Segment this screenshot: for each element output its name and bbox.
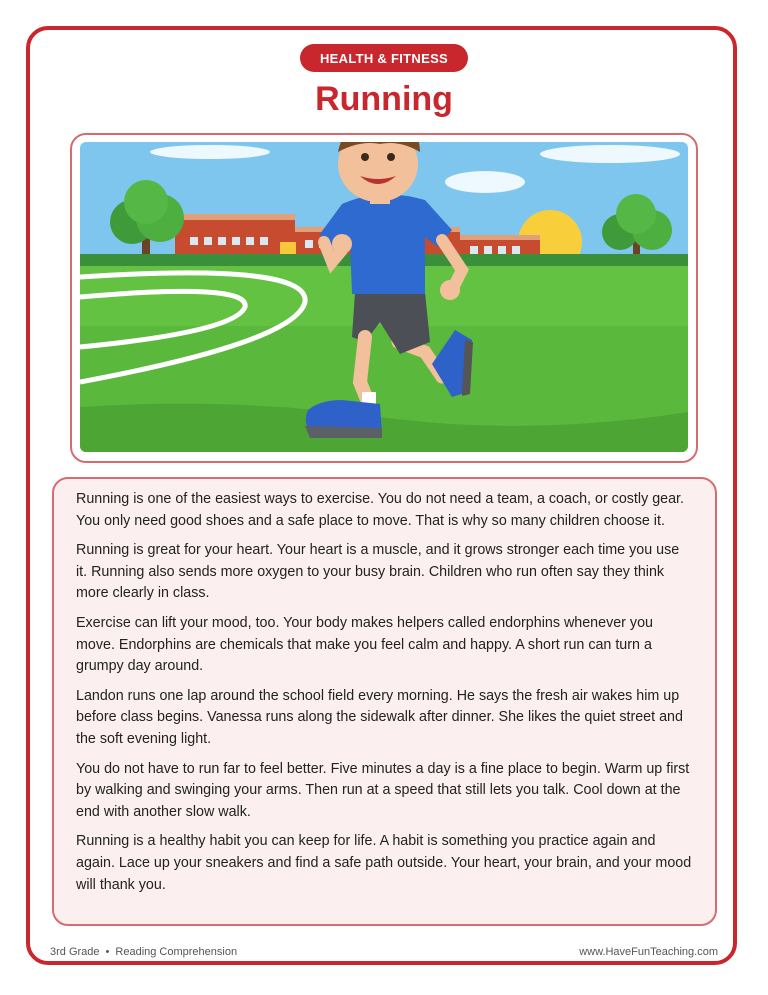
- article-paragraph: Running is great for your heart. Your heart is a muscle, and it grows stronger each time you use it. Running also sends more oxygen to your busy brain. Children who run often say they think more clearly in class.: [76, 542, 680, 602]
- footer-grade-subject: [50, 946, 237, 958]
- page-title: Running: [315, 80, 453, 118]
- article-paragraph: Running is one of the easiest ways to exercise. You do not need a team, a coach, or costly gear. You only need good shoes and a safe place to move. That is why so many children choose it.: [76, 491, 684, 529]
- category-badge: HEALTH & FITNESS: [300, 44, 468, 72]
- article-paragraph: Exercise can lift your mood, too. Your body makes helpers called endorphins whenever you move. Endorphins are chemicals that make you feel calm and happy. A short run can turn a grumpy day around.: [76, 614, 653, 675]
- article-paragraph: Landon runs one lap around the school field every morning. He says the fresh air wakes him up before class begins. Vanessa runs along the sidewalk after dinner. She likes the quiet street and the soft evening light.: [76, 687, 683, 747]
- eye: [387, 153, 395, 161]
- article-paragraph: Running is a healthy habit you can keep for life. A habit is something you practice again and again. Lace up your sneakers and find a safe path outside. Your heart, your brain, and your mood will thank you.: [76, 833, 692, 893]
- footer-grade: 3rd Grade: [50, 946, 100, 958]
- article-paragraph: You do not have to run far to feel better. Five minutes a day is a fine place to begin. Warm up first by walking and swinging your arms. Then run at a speed that still lets you talk. Cool down at the end with another slow walk.: [76, 760, 690, 820]
- cloud: [150, 145, 270, 159]
- cloud: [540, 145, 680, 163]
- shoe-front: [305, 400, 382, 438]
- eye: [361, 153, 369, 161]
- footer-website-link[interactable]: www.HaveFunTeaching.com: [579, 946, 718, 958]
- running-boy-illustration: [80, 142, 688, 452]
- article-text-card: [52, 477, 717, 926]
- footer-separator: •: [105, 946, 110, 958]
- footer-subject: Reading Comprehension: [115, 946, 238, 958]
- cloud: [445, 171, 525, 193]
